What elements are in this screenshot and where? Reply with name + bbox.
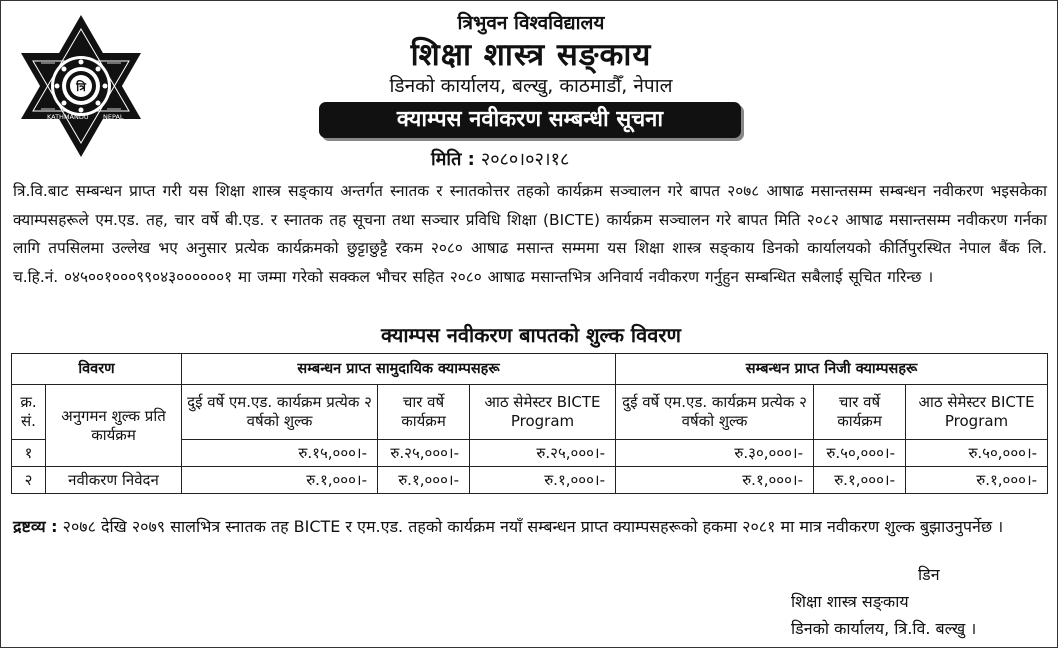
header-private-campuses: सम्बन्धन प्राप्त निजी क्याम्पसहरू: [616, 354, 1048, 385]
fee-cell: रु.१,०००।-: [906, 467, 1048, 494]
header-details: विवरण: [12, 354, 182, 385]
row-serial-no: १: [12, 440, 46, 467]
university-name: त्रिभुवन विश्वविद्यालय: [457, 12, 605, 34]
row-serial-no: २: [12, 467, 46, 494]
signature-faculty: शिक्षा शास्त्र सङ्‌काय: [791, 592, 909, 611]
note-text: २०७८ देखि २०७९ सालभित्र स्नातक तह BICTE र एम.एड. तहको कार्यक्रम नयाँ सम्बन्धन प्राप्त क्याम्पसहरूको हकमा २०८१ मा मात्र नवीकरण शुल्क बुझाउनुपर्नेछ ।: [62, 517, 1004, 536]
notice-date: [431, 147, 569, 171]
fee-cell: रु.१,०००।-: [378, 467, 470, 494]
notice-title-banner: क्याम्पस नवीकरण सम्बन्धी सूचना: [319, 102, 741, 138]
table-subheader-row: [12, 385, 1048, 440]
svg-text:KATHMANDU: KATHMANDU: [47, 113, 89, 121]
header-item: अनुगमन शुल्क प्रति कार्यक्रम: [46, 385, 182, 467]
date-label: मिति :: [431, 149, 475, 170]
date-value: २०८०।०२।१८: [480, 149, 570, 170]
signature-office: डिनको कार्यालय, त्रि.वि. बल्खु ।: [791, 619, 977, 638]
header-community-campuses: सम्बन्धन प्राप्त सामुदायिक क्याम्पसहरू: [182, 354, 616, 385]
fee-cell: रु.१,०००।-: [616, 467, 814, 494]
header-community-four-year: चार वर्षे कार्यक्रम: [378, 385, 470, 440]
fee-cell: रु.५०,०००।-: [814, 440, 906, 467]
row-item: नवीकरण निवेदन: [46, 467, 182, 494]
svg-text:त्रि: त्रि: [76, 80, 86, 94]
header-community-bicte: आठ सेमेस्टर BICTE Program: [470, 385, 616, 440]
signature-title: डिन: [918, 565, 940, 584]
notice-body: त्रि.वि.बाट सम्बन्धन प्राप्त गरी यस शिक्षा शास्त्र सङ्‌काय अन्तर्गत स्नातक र स्नातकोत्तर तहको कार्यक्रम सञ्चालन गरे बापत २०७८ आषाढ मसान्तसम्म सम्बन्धन नवीकरण भइसकेका क्याम्पसहरूले एम.एड. तह, चार वर्षे बी.एड. र स्नातक तह सूचना तथा सञ्चार प्रविधि शिक्षा (BICTE) कार्यक्रम सञ्चालन गरे बापत मिति २०८२ आषाढ मसान्तसम्म नवीकरण गर्नका लागि तपसिलमा उल्लेख भए अनुसार प्रत्येक कार्यक्रमको छुट्टाछुट्टै रकम २०८० आषाढ मसान्त सम्ममा यस शिक्षा शास्त्र सङ्‌काय डिनको कार्यालयको कीर्तिपुरस्थित नेपाल बैंक लि. च.हि.नं. ०४५००१०००९९०४३००००००१ मा जम्मा गरेको सक्कल भौचर सहित २०८० आषाढ मसान्तभित्र अनिवार्य नवीकरण गर्नुहुन सम्बन्धित सबैलाई सूचित गरिन्छ ।: [13, 182, 1047, 286]
header-private-four-year: चार वर्षे कार्यक्रम: [814, 385, 906, 440]
tu-logo-emblem: [19, 13, 143, 159]
note-label: द्रष्टव्य :: [13, 517, 58, 536]
svg-text:NEPAL: NEPAL: [103, 113, 124, 121]
fee-section-title: क्याम्पस नवीकरण बापतको शुल्क विवरण: [381, 323, 681, 347]
fee-cell: रु.२५,०००।-: [470, 440, 616, 467]
fee-cell: रु.३०,०००।-: [616, 440, 814, 467]
fee-cell: रु.५०,०००।-: [906, 440, 1048, 467]
header-serial-no: क्र. सं.: [12, 385, 46, 440]
header-private-bicte: आठ सेमेस्टर BICTE Program: [906, 385, 1048, 440]
faculty-name: शिक्षा शास्त्र सङ्‌काय: [410, 37, 652, 73]
fee-cell: रु.२५,०००।-: [378, 440, 470, 467]
table-row: [12, 467, 1048, 494]
header-private-med: दुई वर्षे एम.एड. कार्यक्रम प्रत्येक २ वर्षको शुल्क: [616, 385, 814, 440]
fee-table: [11, 353, 1048, 494]
office-address: डिनको कार्यालय, बल्खु, काठमाडौँ, नेपाल: [389, 75, 673, 97]
fee-cell: रु.१,०००।-: [814, 467, 906, 494]
table-group-header-row: [12, 354, 1048, 385]
header-community-med: दुई वर्षे एम.एड. कार्यक्रम प्रत्येक २ वर्षको शुल्क: [182, 385, 378, 440]
fee-cell: रु.१,०००।-: [182, 467, 378, 494]
fee-cell: रु.१५,०००।-: [182, 440, 378, 467]
fee-cell: रु.१,०००।-: [470, 467, 616, 494]
note-paragraph: [13, 513, 1049, 541]
signature-block: [791, 561, 1041, 642]
